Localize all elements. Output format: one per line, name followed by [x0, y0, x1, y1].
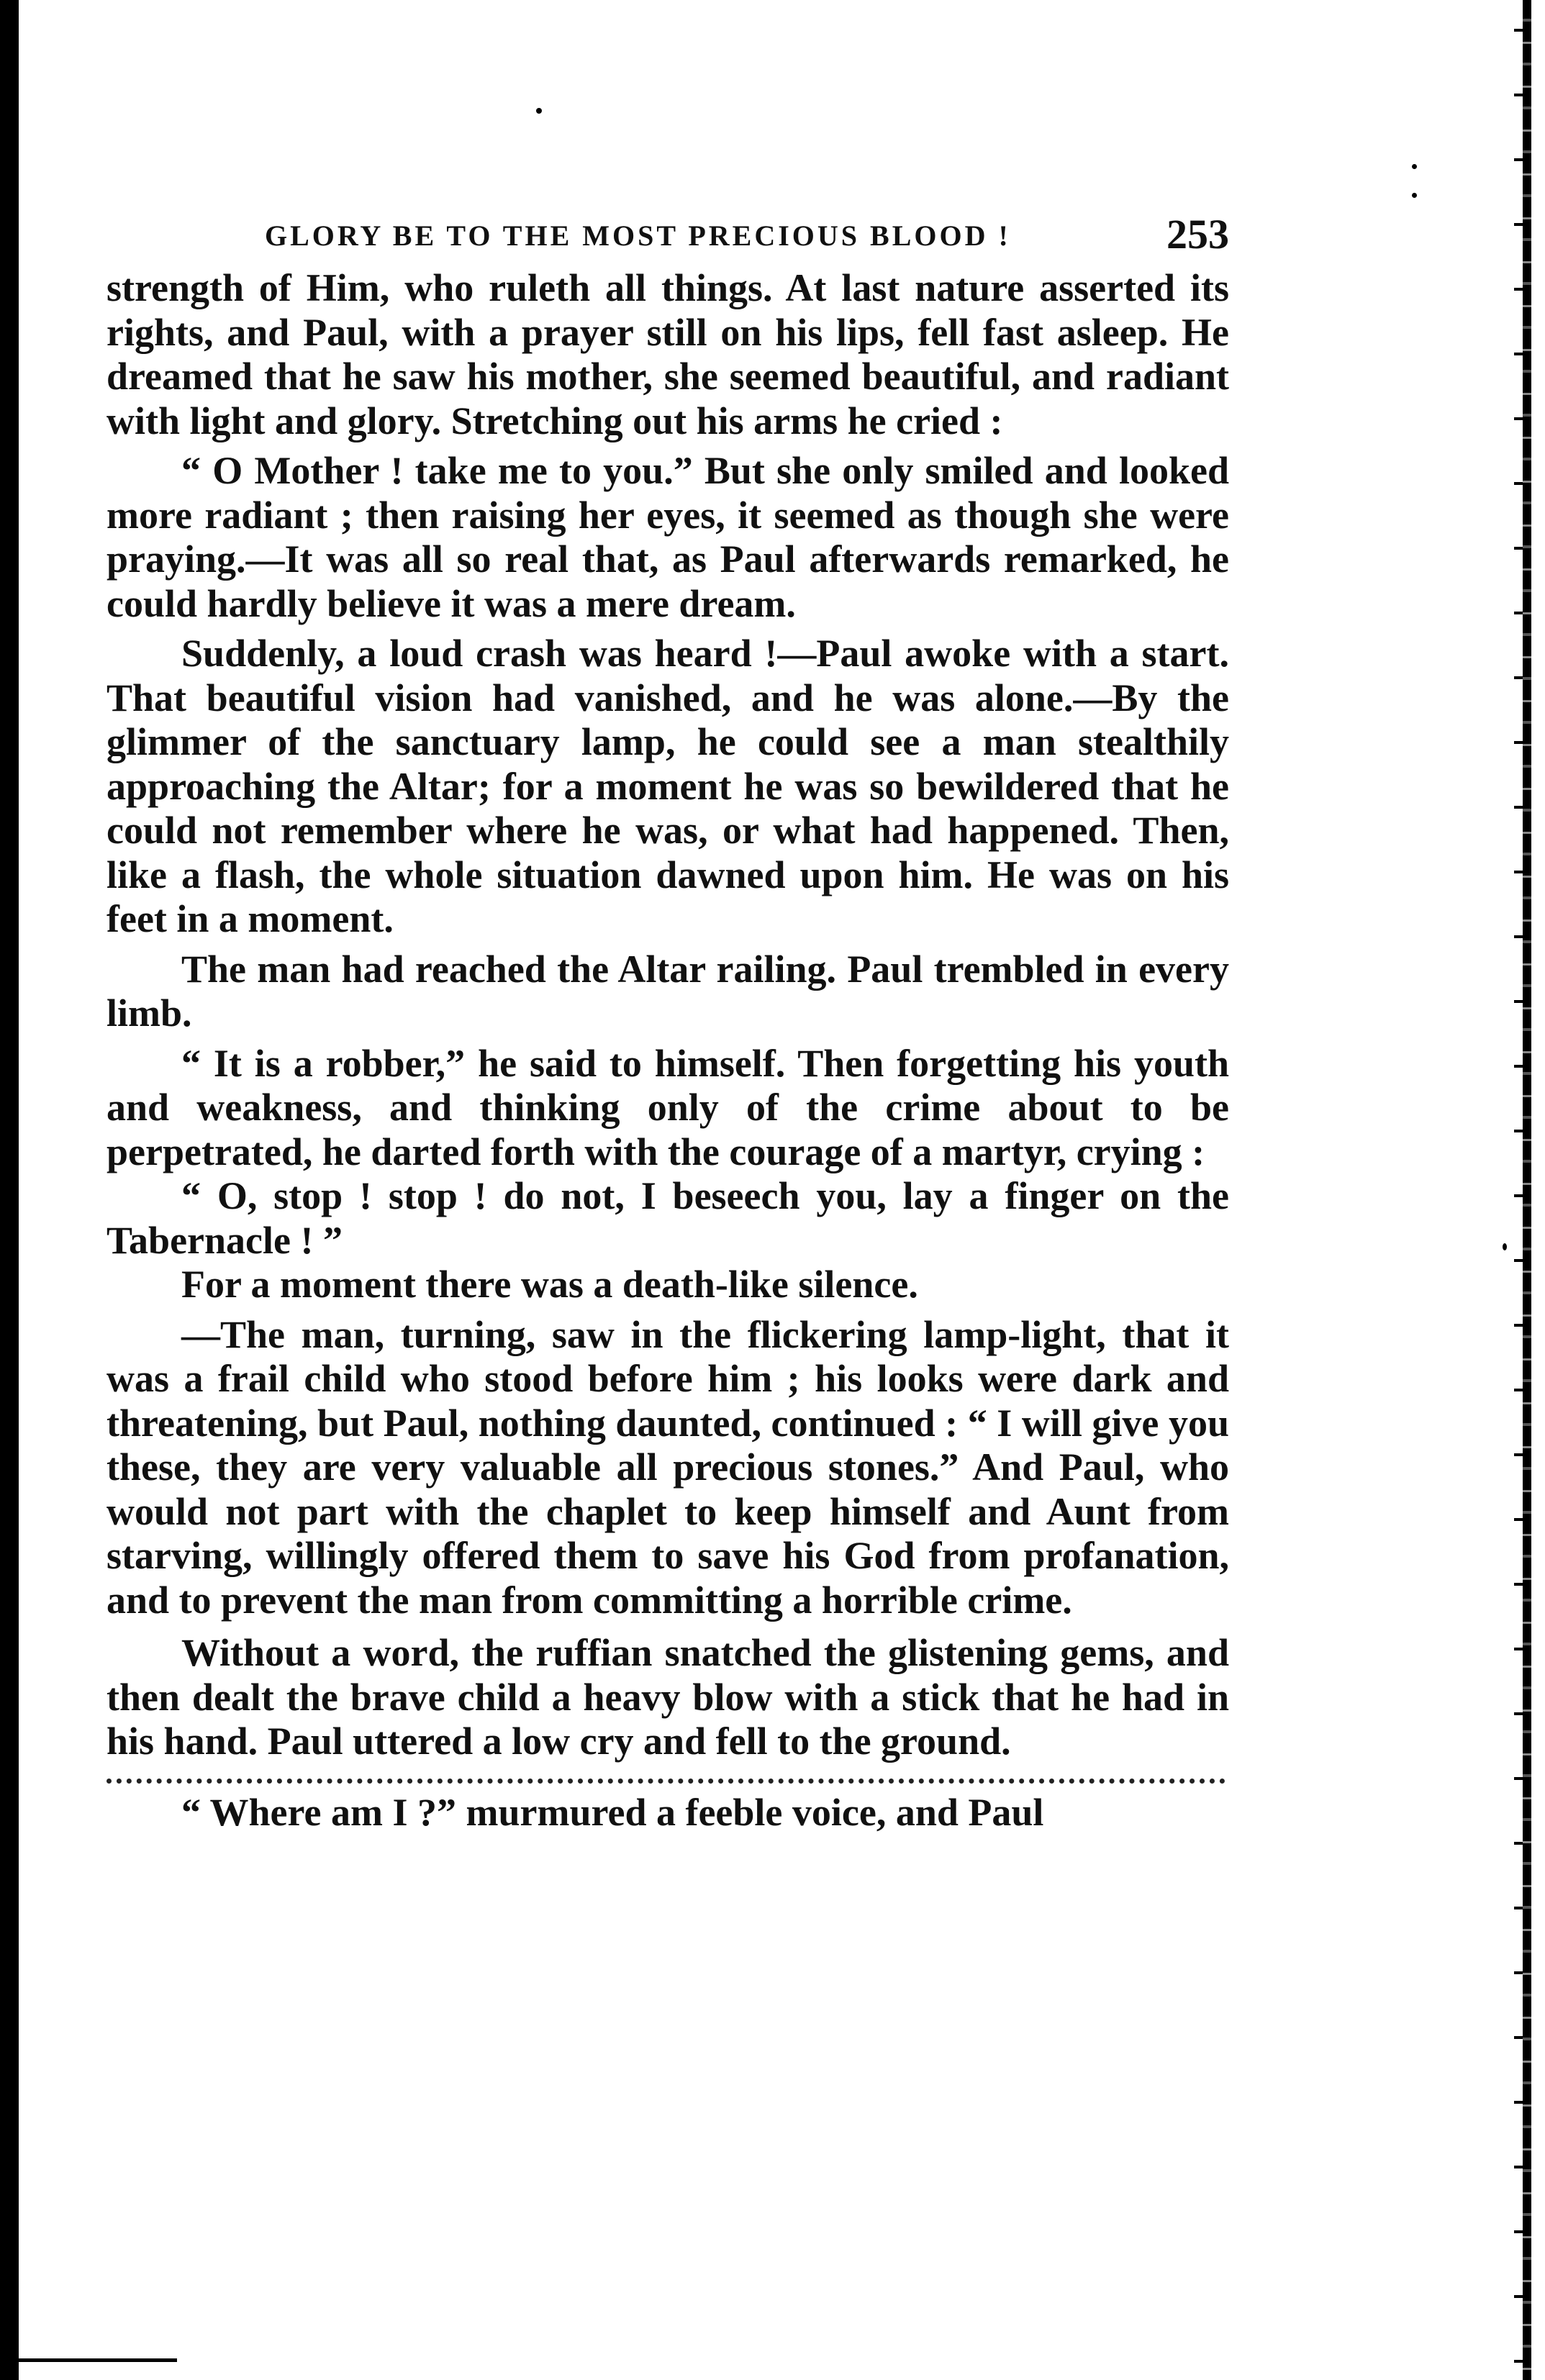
paragraph: “ It is a robber,” he said to himself. Then forgetting his youth and weakness, and thinking only of the crime about to be perpetrated, he darted forth with the courage of a martyr, crying : — [107, 1041, 1229, 1173]
paragraph: “ O Mother ! take me to you.” But she only smiled and looked more radiant ; then raising her eyes, it seemed as though she were praying.—It was all so real that, as Paul afterwards remarked, he could hardly believe it was a mere dream. — [107, 449, 1229, 625]
paragraph: Suddenly, a loud crash was heard !—Paul awoke with a start. That beautiful vision had vanished, and he was alone.—By the glimmer of the sanctuary lamp, he could see a man stealthily approaching the Altar; for a moment he was so bewildered that he could not remember where he was, or what had happened. Then, like a flash, the whole situation dawned upon him. He was on his feet in a moment. — [107, 632, 1229, 940]
ink-speck — [1412, 164, 1417, 169]
ink-speck — [1412, 193, 1417, 198]
paragraph: The man had reached the Altar railing. Paul trembled in every limb. — [107, 947, 1229, 1035]
paragraph: Without a word, the ruffian snatched the glistening gems, and then dealt the brave child a heavy blow with a stick that he had in his hand. Paul uttered a low cry and fell to the ground. — [107, 1631, 1229, 1763]
paragraph: “ Where am I ?” murmured a feeble voice, and Paul — [181, 1790, 1044, 1834]
page-number: 253 — [1166, 211, 1229, 258]
section-break-dots — [107, 1779, 1225, 1784]
paragraph: “ O, stop ! stop ! do not, I beseech you, lay a finger on the Tabernacle ! ” — [107, 1174, 1229, 1262]
book-spine-shadow — [0, 0, 19, 2380]
running-head: GLORY BE TO THE MOST PRECIOUS BLOOD ! — [265, 219, 1011, 252]
paragraph: —The man, turning, saw in the flickering lamp-light, that it was a frail child who stood before him ; his looks were dark and threatening, but Paul, nothing daunted, continued : “ I will give you these, they are very valuable all precious stones.” And Paul, who would not part with the chaplet to keep himself and Aunt from starving, willingly offered them to save his God from profanation, and to prevent the man from committing a horrible crime. — [107, 1312, 1229, 1622]
ink-speck — [1503, 1243, 1507, 1250]
paragraph: strength of Him, who ruleth all things. At last nature asserted its rights, and Paul, with a prayer still on his lips, fell fast asleep. He dreamed that he saw his mother, she seemed beautiful, and radiant with light and glory. Stretching out his arms he cried : — [107, 266, 1229, 442]
page-edge-right — [1523, 0, 1531, 2380]
spine-bottom-rule — [19, 2358, 177, 2362]
paragraph: For a moment there was a death-like silence. — [181, 1263, 918, 1306]
page-edge-fringe — [1514, 0, 1523, 2380]
book-page — [107, 209, 1229, 1835]
body-text — [107, 266, 1229, 1835]
ink-speck — [536, 108, 542, 114]
page-header — [265, 209, 1229, 266]
